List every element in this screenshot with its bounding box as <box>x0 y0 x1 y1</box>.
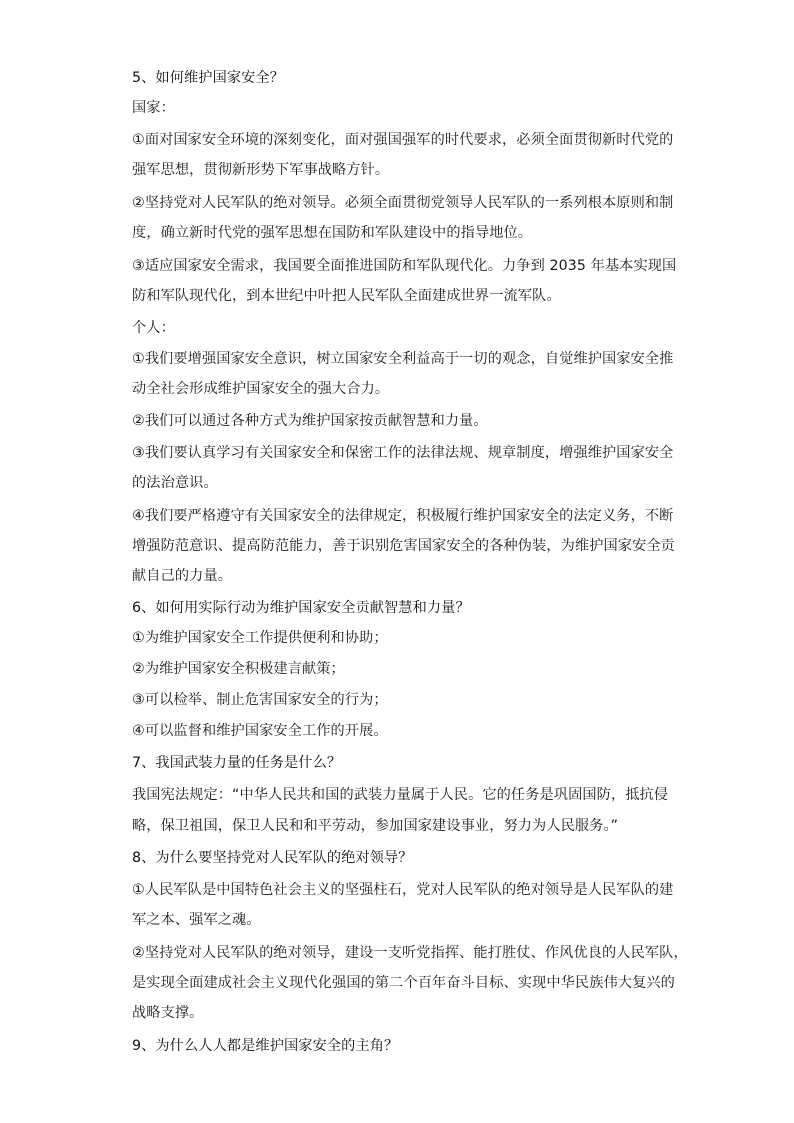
q5-personal-item-3-line-1: ③我们要认真学习有关国家安全和保密工作的法律法规、规章制度，增强维护国家安全 <box>132 445 674 461</box>
q7-line-1: 我国宪法规定：“中华人民共和国的武装力量属于人民。它的任务是巩固国防，抵抗侵 <box>132 787 669 803</box>
q8-item-2-line-3: 战略支撑。 <box>132 1005 204 1021</box>
q5-personal-label: 个人： <box>132 320 175 336</box>
q5-country-label: 国家： <box>132 100 175 116</box>
q5-personal-item-1-line-2: 动全社会形成维护国家安全的强大合力。 <box>132 381 390 397</box>
q6-item-4: ④可以监督和维护国家安全工作的开展。 <box>132 723 388 739</box>
q6-item-3: ③可以检举、制止危害国家安全的行为； <box>132 692 388 708</box>
q5-country-item-2-line-2: 度，确立新时代党的强军思想在国防和军队建设中的指导地位。 <box>132 225 533 241</box>
q5-title: 5、如何维护国家安全？ <box>132 70 285 86</box>
q8-item-2-line-1: ②坚持党对人民军队的绝对领导，建设一支听党指挥、能打胜仗、作风优良的人民军队， <box>132 945 688 961</box>
q6-item-2: ②为维护国家安全积极建言献策； <box>132 661 345 677</box>
q5-personal-item-4-line-3: 献自己的力量。 <box>132 568 233 584</box>
q7-title: 7、我国武装力量的任务是什么？ <box>132 755 342 771</box>
q5-country-item-3-line-2: 防和军队现代化，到本世纪中叶把人民军队全面建成世界一流军队。 <box>132 288 561 304</box>
q7-line-2: 略，保卫祖国，保卫人民和和平劳动，参加国家建设事业，努力为人民服务。” <box>132 818 619 834</box>
q5-personal-item-1-line-1: ①我们要增强国家安全意识，树立国家安全利益高于一切的观念，自觉维护国家安全推 <box>132 351 674 367</box>
q6-item-1: ①为维护国家安全工作提供便利和协助； <box>132 630 388 646</box>
q5-personal-item-2-line-1: ②我们可以通过各种方式为维护国家按贡献智慧和力量。 <box>132 413 488 429</box>
q5-personal-item-4-line-2: 增强防范意识、提高防范能力，善于识别危害国家安全的各种伪装，为维护国家安全贡 <box>132 538 675 554</box>
q6-title: 6、如何用实际行动为维护国家安全贡献智慧和力量？ <box>132 600 470 616</box>
q5-country-item-2-line-1: ②坚持党对人民军队的绝对领导。必须全面贯彻党领导人民军队的一系列根本原则和制 <box>132 195 674 211</box>
q5-country-item-3-line-1: ③适应国家安全需求，我国要全面推进国防和军队现代化。力争到 2035 年基本实现国 <box>132 258 677 274</box>
q9-title: 9、为什么人人都是维护国家安全的主角？ <box>132 1038 399 1054</box>
q8-title: 8、为什么要坚持党对人民军队的绝对领导？ <box>132 850 413 866</box>
q5-personal-item-4-line-1: ④我们要严格遵守有关国家安全的法律规定，积极履行维护国家安全的法定义务，不断 <box>132 508 674 524</box>
q5-country-item-1-line-2: 强军思想，贯彻新形势下军事战略方针。 <box>132 162 390 178</box>
q8-item-1-line-2: 军之本、强军之魂。 <box>132 912 261 928</box>
q8-item-2-line-2: 是实现全面建成社会主义现代化强国的第二个百年奋斗目标、实现中华民族伟大复兴的 <box>132 975 675 991</box>
q5-personal-item-3-line-2: 的法治意识。 <box>132 475 218 491</box>
q5-country-item-1-line-1: ①面对国家安全环境的深刻变化，面对强国强军的时代要求，必须全面贯彻新时代党的 <box>132 132 674 148</box>
q8-item-1-line-1: ①人民军队是中国特色社会主义的坚强柱石，党对人民军队的绝对领导是人民军队的建 <box>132 882 674 898</box>
